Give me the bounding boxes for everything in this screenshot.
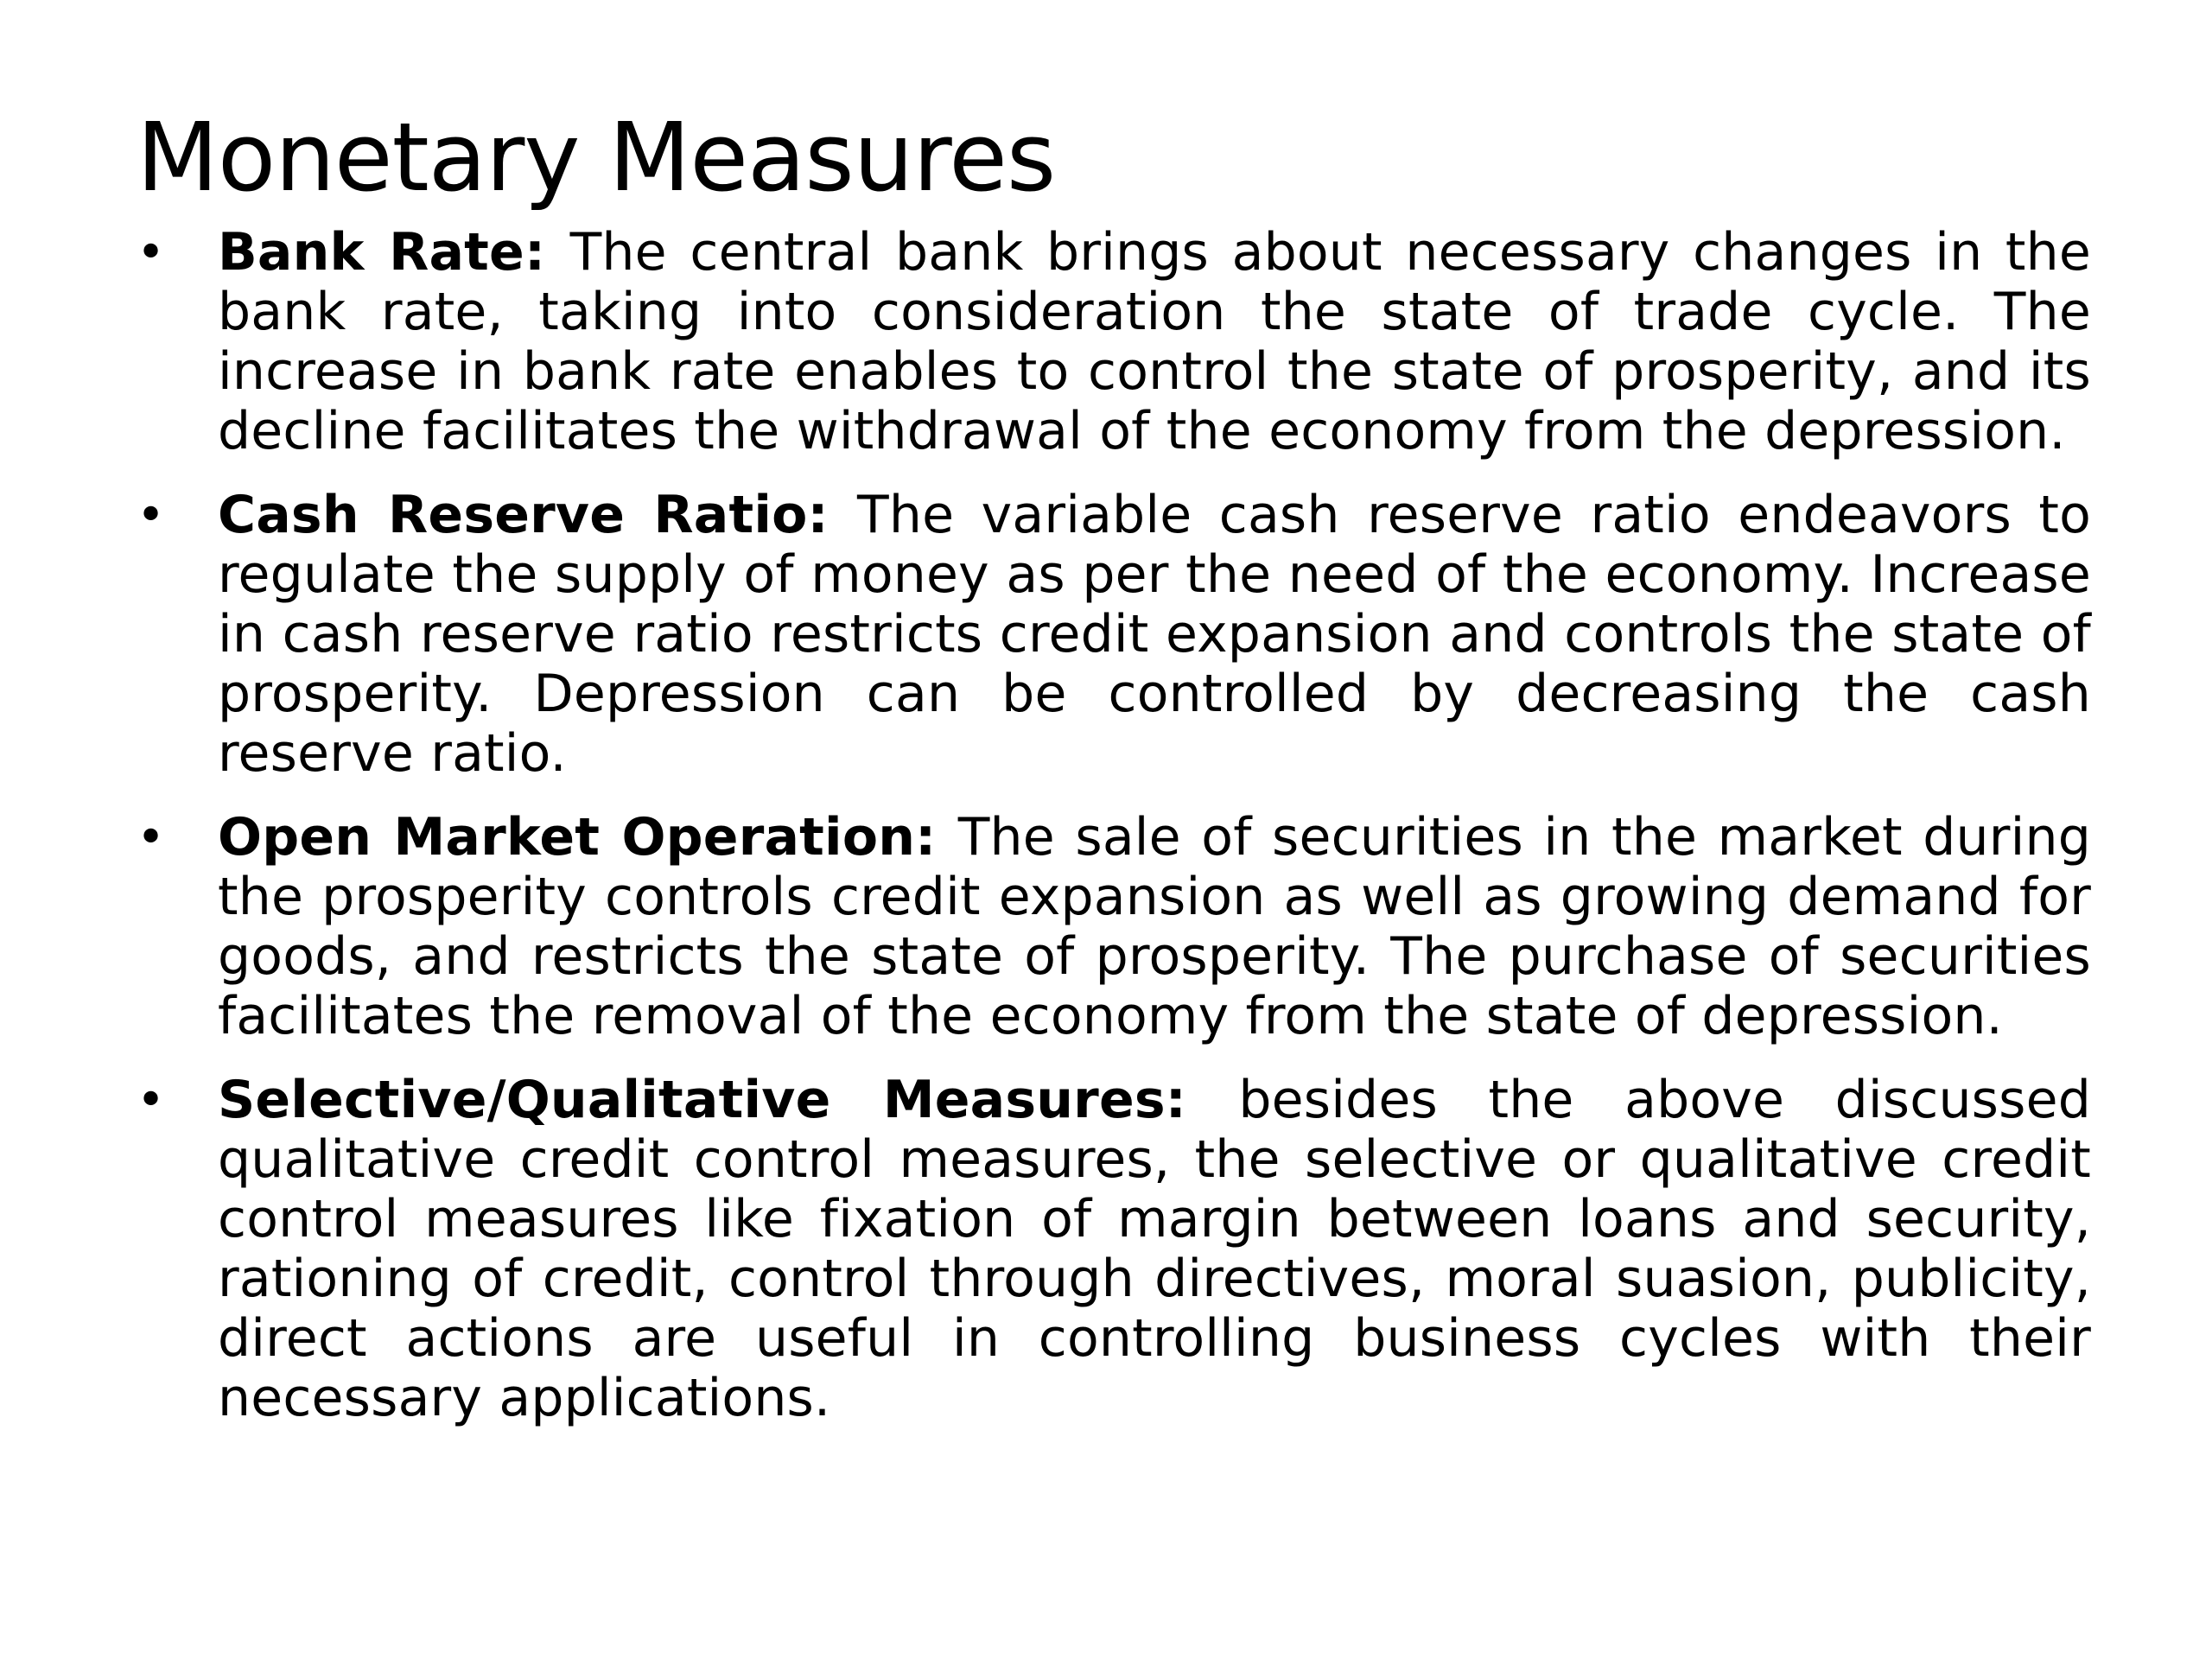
bullet-dot-icon: • — [137, 810, 166, 866]
bullet-text: The variable cash reserve ratio endeavors to regulate the supply of money as per the need of the economy. Increase in cash reserve ratio restricts credit expansion and controls the state of prosperity. Depression can be controlled by decreasing the cash reserve ratio. — [218, 485, 2091, 784]
bullet-term: Bank Rate: — [218, 222, 570, 283]
slide-title: Monetary Measures — [137, 102, 1056, 213]
bullet-term: Selective/Qualitative Measures: — [218, 1070, 1239, 1130]
bullet-item-bank-rate — [130, 223, 2091, 461]
bullet-term: Cash Reserve Ratio: — [218, 485, 858, 545]
bullet-term: Open Market Operation: — [218, 807, 958, 868]
bullet-text: The sale of securities in the market during the prosperity controls credit expansion as well as growing demand for goods, and restricts the state of prosperity. The purchase of securities facilitates the removal of the economy from the state of depression. — [218, 807, 2091, 1046]
bullet-item-cash-reserve-ratio — [130, 486, 2091, 784]
bullet-item-open-market-operation — [130, 808, 2091, 1046]
bullet-dot-icon: • — [137, 225, 166, 281]
bullet-dot-icon: • — [137, 487, 166, 543]
bullet-text: besides the above discussed qualitative credit control measures, the selective or qualitative credit control measures like fixation of margin between loans and security, rationing of credit, control through directives, moral suasion, publicity, direct actions are useful in controlling business cycles with their necessary applications. — [218, 1070, 2091, 1428]
bullet-text: The central bank brings about necessary changes in the bank rate, taking into consideration the state of trade cycle. The increase in bank rate enables to control the state of prosperity, and its decline facilitates the withdrawal of the economy from the depression. — [218, 222, 2091, 461]
bullet-list — [130, 223, 2091, 1452]
bullet-item-selective-qualitative-measures — [130, 1071, 2091, 1428]
bullet-dot-icon: • — [137, 1072, 166, 1128]
